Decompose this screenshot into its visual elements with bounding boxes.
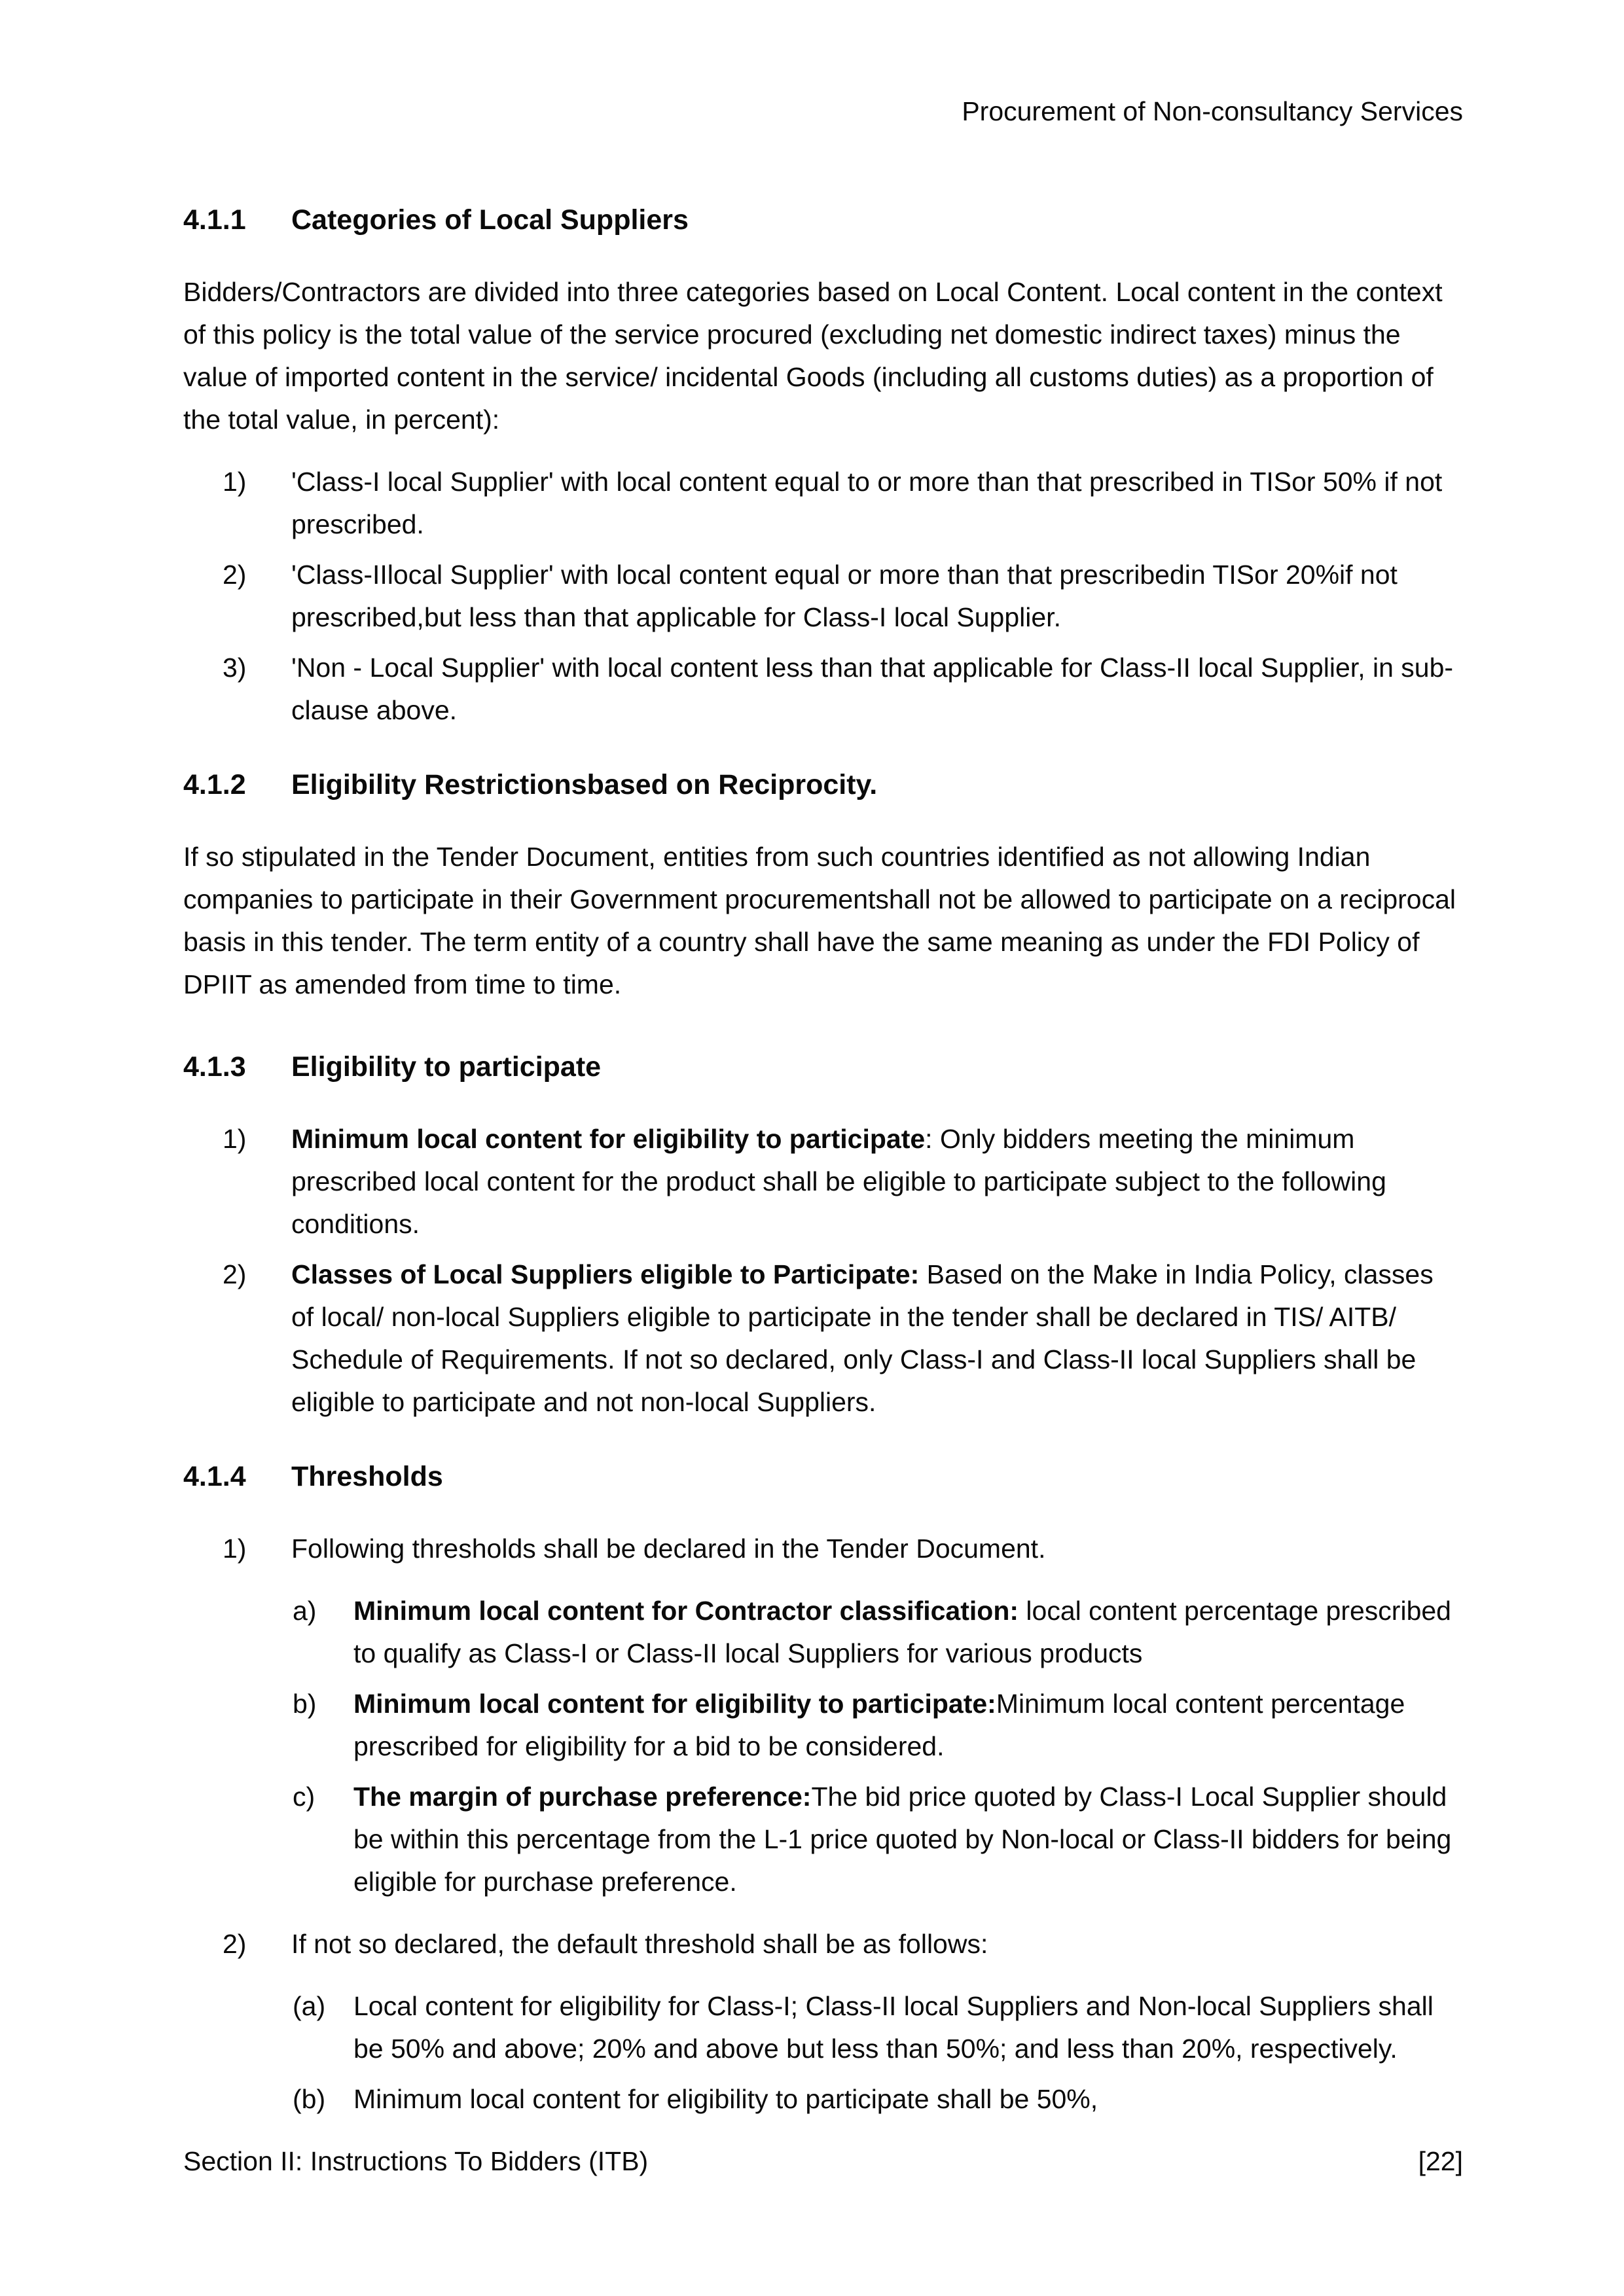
footer-page-number: [22] <box>1418 2146 1463 2176</box>
page-footer <box>183 2142 1463 2181</box>
list-item <box>183 1776 1463 1903</box>
list-item <box>183 1528 1463 1570</box>
section-paragraph: If so stipulated in the Tender Document, entities from such countries identified as not allowing Indian companies to participate in their Government procurementshall not be allowed to participate on a reciprocal basis in this tender. The term entity of a country shall have the same meaning as under the FDI Policy of DPIIT as amended from time to time. <box>183 842 1456 999</box>
list-item <box>183 554 1463 639</box>
footer-section-label: Section II: Instructions To Bidders (ITB) <box>183 2146 649 2176</box>
list-marker: 2) <box>223 560 247 590</box>
section-title: Eligibility Restrictionsbased on Reciprocity. <box>291 769 878 800</box>
list-item <box>183 1118 1463 1246</box>
numbered-list <box>183 461 1463 740</box>
section-number: 4.1.1 <box>183 204 246 236</box>
list-item-lead: Minimum local content for eligibility to participate <box>291 1124 926 1154</box>
list-item-text: Based on the Make in India Policy, classes of local/ non-local Suppliers eligible to participate in the tender shall be declared in TIS/ AITB/ Schedule of Requirements. If not so declared, only Class-I and Class-II local Suppliers shall be eligible to participate and not non-local Suppliers. <box>291 1259 1434 1417</box>
section-title: Eligibility to participate <box>291 1051 602 1083</box>
list-marker: b) <box>293 1689 317 1719</box>
list-item <box>183 647 1463 732</box>
numbered-list <box>183 1528 1463 2140</box>
list-marker: 1) <box>223 467 247 497</box>
list-item <box>183 1683 1463 1768</box>
list-item-text: The bid price quoted by Class-I Local Supplier should be within this percentage from the L-1 price quoted by Non-local or Class-II bidders for being eligible for purchase preference. <box>353 1782 1452 1897</box>
list-marker: a) <box>293 1596 317 1626</box>
list-marker: 1) <box>223 1534 247 1564</box>
list-item-text: 'Class-IIlocal Supplier' with local content equal or more than that prescribedin TISor 20%if not prescribed,but less than that applicable for Class-I local Supplier. <box>291 560 1398 632</box>
list-item-text: : Only bidders meeting the minimum prescribed local content for the product shall be eligible to participate subject to the following conditions. <box>291 1124 1386 1239</box>
numbered-list <box>183 1118 1463 1431</box>
list-marker: 1) <box>223 1124 247 1154</box>
page-header: Procurement of Non-consultancy Services <box>962 96 1463 126</box>
list-item <box>183 1590 1463 1675</box>
section-number: 4.1.4 <box>183 1461 246 1492</box>
list-item-text: local content percentage prescribed to qualify as Class-I or Class-II local Suppliers for various products <box>353 1596 1451 1668</box>
list-item-lead: The margin of purchase preference: <box>353 1782 812 1812</box>
list-item <box>183 1985 1463 2070</box>
list-item-text: 'Class-I local Supplier' with local content equal to or more than that prescribed in TISor 50% if not prescribed. <box>291 467 1443 539</box>
list-marker: 3) <box>223 653 247 683</box>
list-item-text: 'Non - Local Supplier' with local content less than that applicable for Class-II local Supplier, in sub-clause above. <box>291 653 1454 725</box>
section-number: 4.1.2 <box>183 769 246 800</box>
list-item-lead: Minimum local content for eligibility to participate: <box>353 1689 996 1719</box>
list-item-lead: Minimum local content for Contractor classification: <box>353 1596 1019 1626</box>
list-item-text: Minimum local content for eligibility to participate shall be 50%, <box>353 2084 1098 2114</box>
lettered-sublist <box>183 1590 1463 1903</box>
section-heading-4-1-1 <box>183 198 1463 242</box>
list-item-lead: Classes of Local Suppliers eligible to Participate: <box>291 1259 920 1289</box>
list-item <box>183 1923 1463 1965</box>
list-item <box>183 2078 1463 2121</box>
section-number: 4.1.3 <box>183 1051 246 1083</box>
list-item-text: Local content for eligibility for Class-I; Class-II local Suppliers and Non-local Suppliers shall be 50% and above; 20% and above but less than 50%; and less than 20%, respectively. <box>353 1991 1434 2064</box>
list-item <box>183 1253 1463 1424</box>
section-paragraph: Bidders/Contractors are divided into three categories based on Local Content. Local content in the context of this policy is the total value of the service procured (excluding net domestic indirect taxes) minus the value of imported content in the service/ incidental Goods (including all customs duties) as a proportion of the total value, in percent): <box>183 277 1443 435</box>
list-marker: (a) <box>293 1991 326 2021</box>
list-item <box>183 461 1463 546</box>
section-heading-4-1-4 <box>183 1455 1463 1498</box>
section-title: Categories of Local Suppliers <box>291 204 689 236</box>
section-heading-4-1-2 <box>183 763 1463 806</box>
list-marker: (b) <box>293 2084 326 2114</box>
list-item-text: Minimum local content percentage prescribed for eligibility for a bid to be considered. <box>353 1689 1405 1761</box>
lettered-sublist <box>183 1985 1463 2121</box>
section-title: Thresholds <box>291 1461 443 1492</box>
list-marker: 2) <box>223 1259 247 1289</box>
section-heading-4-1-3 <box>183 1045 1463 1088</box>
list-item-text: If not so declared, the default threshold shall be as follows: <box>291 1929 988 1959</box>
list-marker: c) <box>293 1782 316 1812</box>
list-marker: 2) <box>223 1929 247 1959</box>
list-item-text: Following thresholds shall be declared in the Tender Document. <box>291 1534 1046 1564</box>
